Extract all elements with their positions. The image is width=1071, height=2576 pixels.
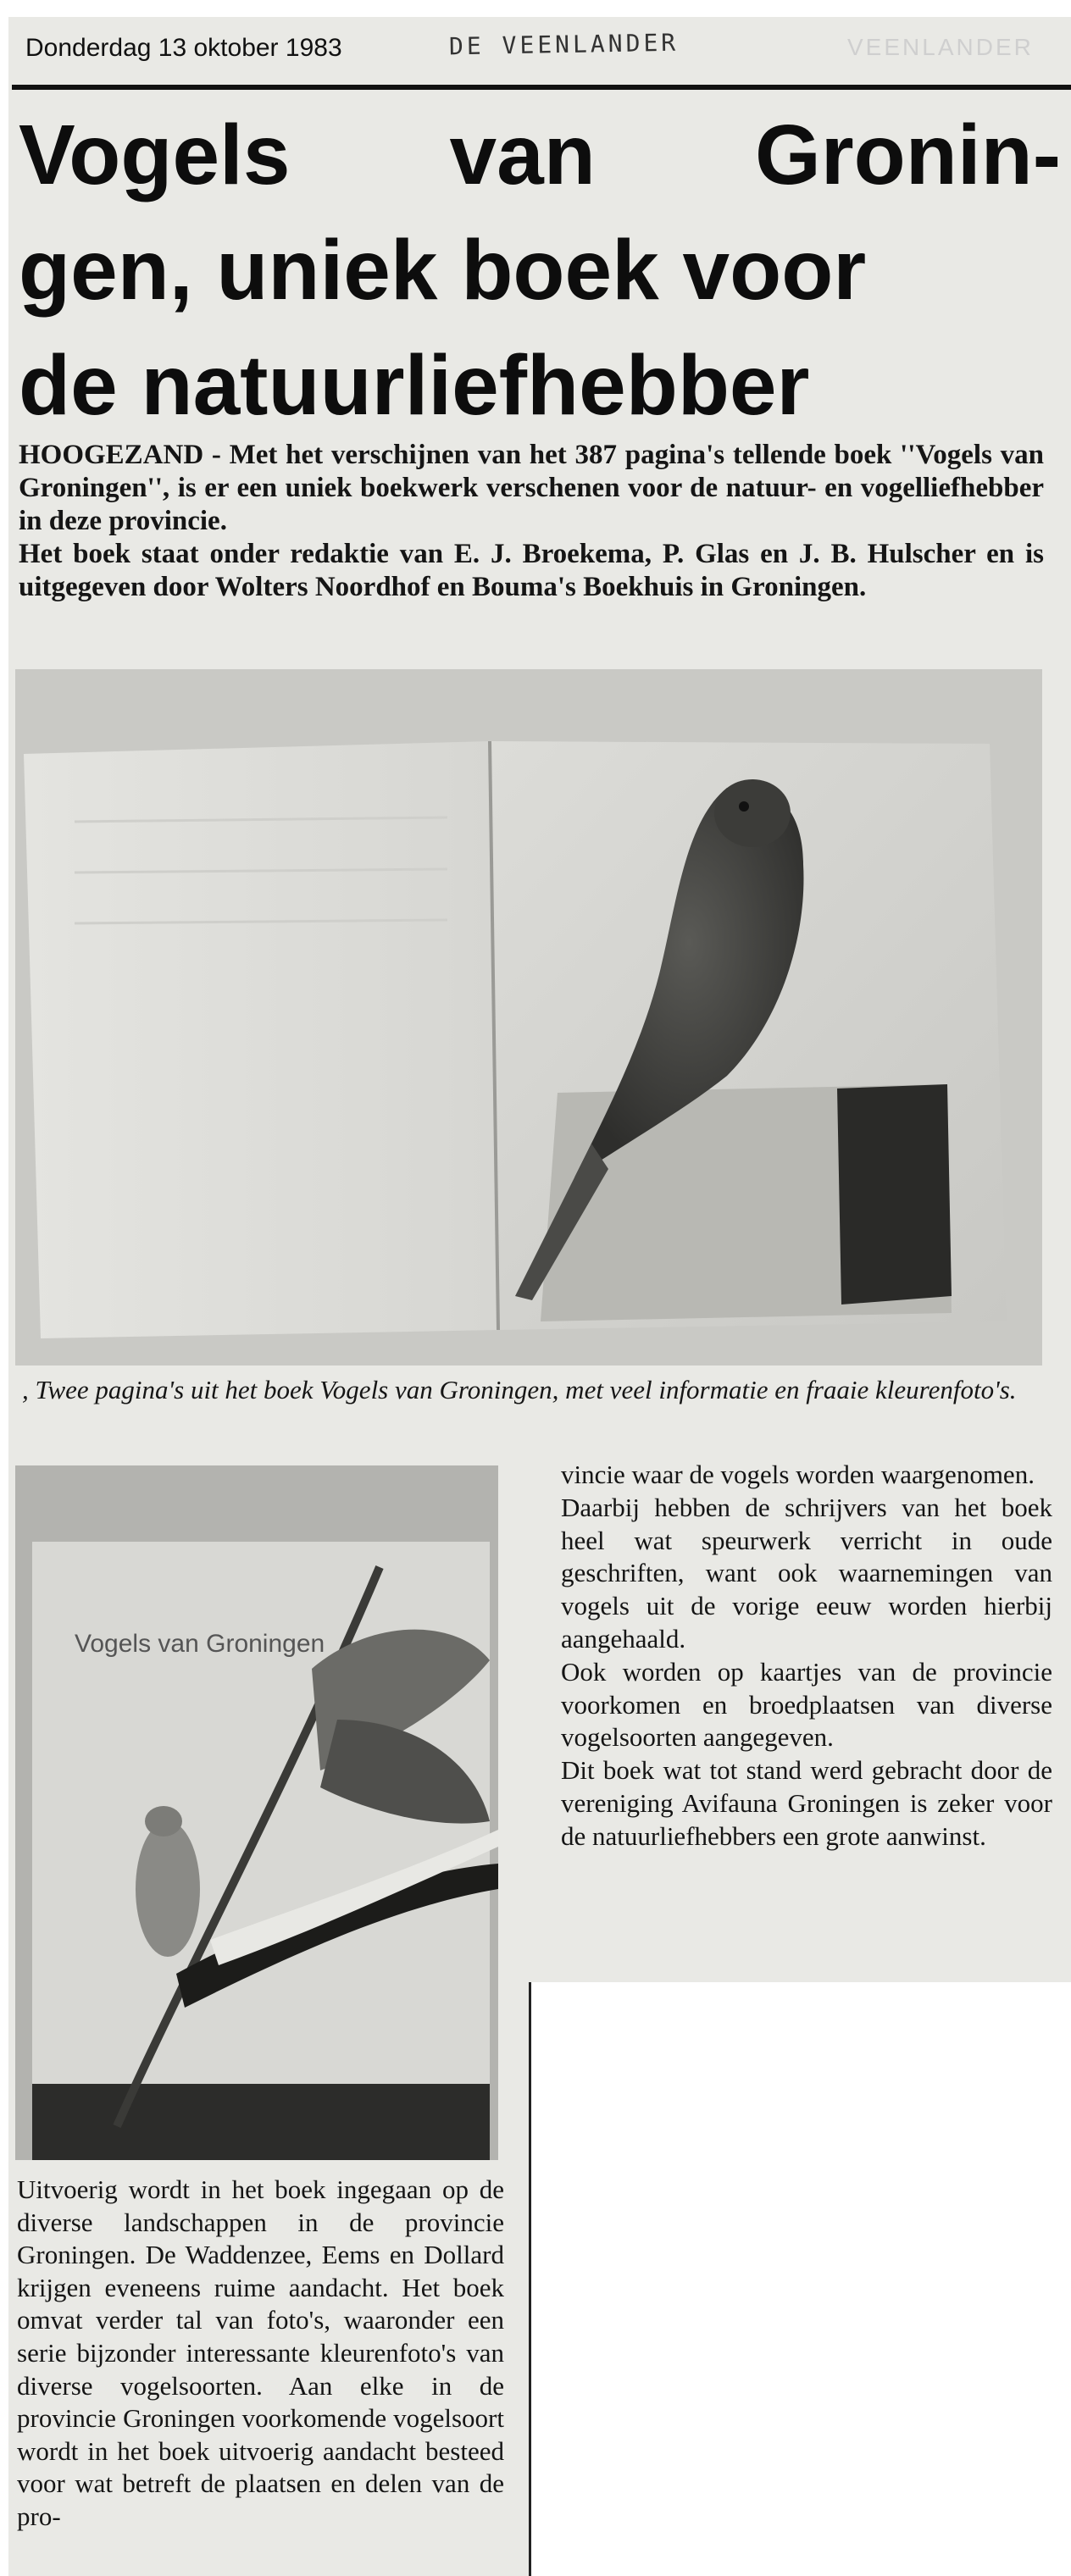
book-cover-title: Vogels van Groningen xyxy=(75,1630,325,1658)
right-para-3: Ook worden op kaartjes van de provincie voorkomen en broedplaatsen van diverse vogelsoorten aangegeven. xyxy=(561,1656,1052,1753)
open-book-kestrel-photo-icon xyxy=(15,669,1042,1366)
headline-line-1: Vogels van Gronin- xyxy=(19,108,1061,202)
headline-line-3: de natuurliefhebber xyxy=(19,338,810,433)
headline xyxy=(19,97,1061,443)
header-rule xyxy=(12,85,1071,90)
handwritten-source-note: DE VEENLANDER xyxy=(448,28,680,61)
book-cover-bird-reeds-photo-icon xyxy=(15,1465,498,2160)
open-book-photo xyxy=(15,669,1042,1366)
right-para-1: vincie waar de vogels worden waargenomen. xyxy=(561,1460,1035,1489)
photo-caption: , Twee pagina's uit het boek Vogels van Groningen, met veel informatie en fraaie kleurenfoto's. xyxy=(22,1375,1017,1404)
book-cover-photo xyxy=(15,1465,498,2160)
left-para-1: Uitvoerig wordt in het boek ingegaan op de diverse landschappen in de provincie Groningen. De Waddenzee, Eems en Dollard krijgen eveneens ruime aandacht. Het boek omvat verder tal van foto's, waaronder een serie bijzonder interessante kleurenfoto's van diverse vogelsoorten. Aan elke in de provincie Groningen voorkomende vogelsoort wordt in het boek uitvoerig aandacht besteed voor wat betreft de plaatsen en delen van de pro- xyxy=(17,2174,504,2531)
headline-line-2: gen, uniek boek voor xyxy=(19,223,867,318)
right-para-4: Dit boek wat tot stand werd gebracht door de vereniging Avifauna Groningen is zeker voor de natuurliefhebbers een grote aanwinst. xyxy=(561,1755,1052,1851)
article-column-right xyxy=(561,1459,1052,1853)
lead-para-2: Het boek staat onder redaktie van E. J. Broekema, P. Glas en J. B. Hulscher en is uitgegeven door Wolters Noordhof en Bouma's Boekhuis in Groningen. xyxy=(19,539,1044,602)
lead-para-1: HOOGEZAND - Met het verschijnen van het 387 pagina's tellende boek ''Vogels van Groningen'', is er een uniek boekwerk verschenen voor de natuur- en vogelliefhebber in deze provincie. xyxy=(19,440,1044,536)
dateline: Donderdag 13 oktober 1983 xyxy=(25,34,342,62)
article-column-left xyxy=(17,2174,504,2534)
faded-masthead: VEENLANDER xyxy=(847,34,1034,60)
clipping-cutout-area xyxy=(529,1982,1071,2576)
lead-paragraph xyxy=(19,439,1044,604)
right-para-2: Daarbij hebben de schrijvers van het boek heel wat speurwerk verricht in oude geschriften, want ook waarnemingen van vogels uit de vorige eeuw worden hierbij aangehaald. xyxy=(561,1492,1052,1654)
